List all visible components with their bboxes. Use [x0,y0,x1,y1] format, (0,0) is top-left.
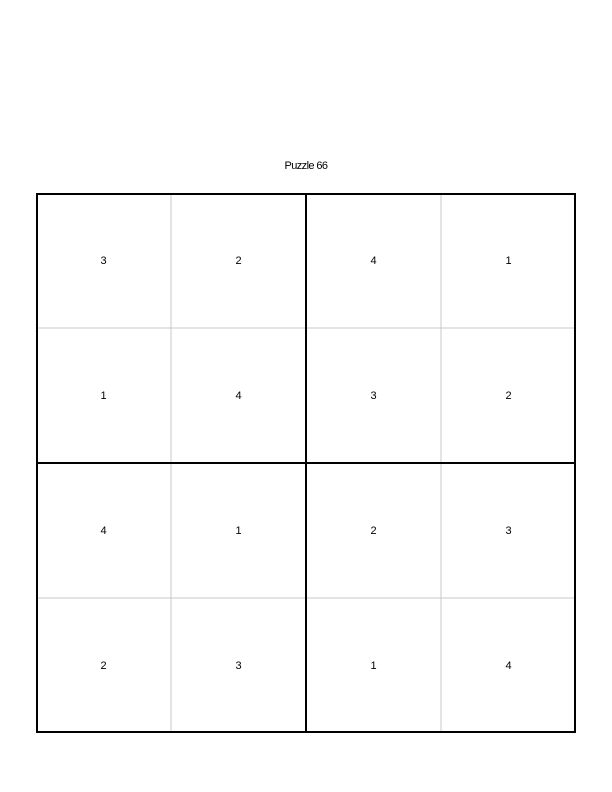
sudoku-cell-r2-c4[interactable] [441,328,576,463]
puzzle-title: Puzzle 66 [284,160,328,172]
cell-value: 1 [505,254,512,267]
cell-value: 2 [235,254,242,267]
sudoku-cell-r4-c1[interactable] [36,598,171,733]
cell-value: 2 [370,524,377,537]
sudoku-cell-r4-c3[interactable] [306,598,441,733]
sudoku-cell-r1-c4[interactable] [441,193,576,328]
sudoku-cell-r4-c4[interactable] [441,598,576,733]
cell-value: 1 [100,389,107,402]
cell-value: 3 [100,254,107,267]
sudoku-cell-r3-c2[interactable] [171,463,306,598]
sudoku-cell-r2-c3[interactable] [306,328,441,463]
sudoku-cell-r3-c1[interactable] [36,463,171,598]
sudoku-cell-r1-c2[interactable] [171,193,306,328]
sudoku-cell-r4-c2[interactable] [171,598,306,733]
cell-value: 4 [235,389,242,402]
sudoku-grid [36,193,576,733]
sudoku-cell-r2-c1[interactable] [36,328,171,463]
cell-value: 4 [100,524,107,537]
cell-value: 2 [505,389,512,402]
cell-value: 2 [100,659,107,672]
cell-value: 1 [235,524,242,537]
sudoku-cell-r3-c4[interactable] [441,463,576,598]
cell-value: 4 [505,659,512,672]
sudoku-cell-r3-c3[interactable] [306,463,441,598]
cell-value: 3 [505,524,512,537]
cell-value: 4 [370,254,377,267]
sudoku-cell-r1-c3[interactable] [306,193,441,328]
sudoku-cell-r2-c2[interactable] [171,328,306,463]
cell-value: 1 [370,659,377,672]
cell-value: 3 [235,659,242,672]
cell-value: 3 [370,389,377,402]
sudoku-cell-r1-c1[interactable] [36,193,171,328]
